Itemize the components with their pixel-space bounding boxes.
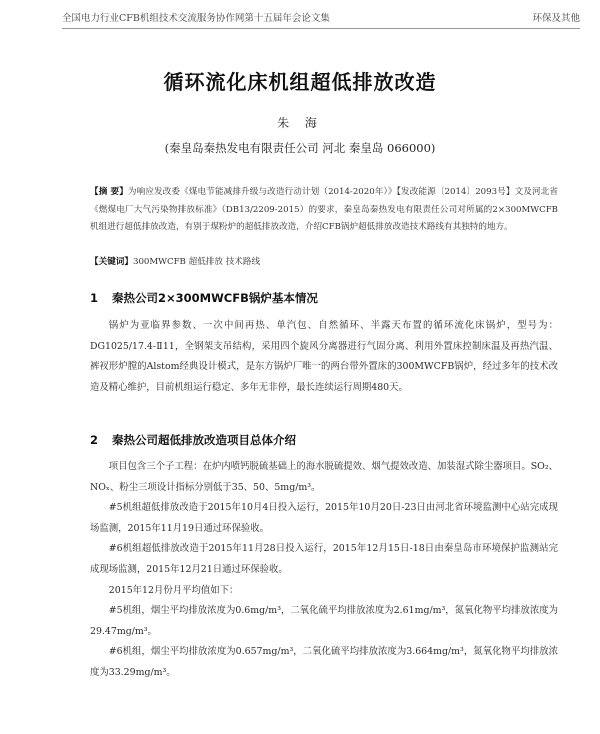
section-2-number: 2 — [90, 433, 99, 447]
keywords-text: 300MWCFB 超低排放 技术路线 — [132, 257, 261, 267]
section-2-paragraph-2: #5机组超低排放改造于2015年10月4日投入运行，2015年10月20日-23日由河北省环境监测中心站完成现场监测，2015年11月19日通过环保验收。 — [90, 502, 558, 534]
section-2-paragraph-6: #6机组，烟尘平均排放浓度为0.657mg/m³，二氧化硫平均排放浓度为3.664mg/m³，氮氧化物平均排放浓度为33.29mg/m³。 — [90, 646, 558, 678]
section-1-number: 1 — [90, 291, 99, 305]
running-header — [62, 10, 580, 29]
section-2-paragraph-3: #6机组超低排放改造于2015年11月28日投入运行，2015年12月15日-18日由秦皇岛市环境保护监测站完成现场监测，2015年12月21日通过环保验收。 — [90, 543, 558, 575]
author: 朱 海 — [277, 116, 323, 130]
abstract-text: 为响应发改委《煤电节能减排升级与改造行动计划（2014-2020年）》【发改能源〔2014〕2093号】文及河北省《燃煤电厂大气污染物排放标准》（DB13/2209-2015）的要求，秦皇岛秦热发电有限责任公司对所属的2×300MWCFB机组进行超低排放改造，有别于煤粉炉的超低排放改造，介绍CFB锅炉超低排放改造技术路线有其独特的地方。 — [90, 187, 558, 232]
section-2-title: 秦热公司超低排放改造项目总体介绍 — [112, 433, 296, 447]
section-1-body — [90, 316, 558, 398]
section-1-title: 秦热公司2×300MWCFB锅炉基本情况 — [112, 291, 318, 305]
section-2-paragraph-4: 2015年12月份月平均值如下： — [108, 584, 239, 596]
section-1-heading — [90, 290, 318, 306]
paper-title: 循环流化床机组超低排放改造 — [163, 70, 437, 94]
header-section-name: 环保及其他 — [532, 13, 580, 24]
section-2-paragraph-1: 项目包含三个子工程：在炉内喷钙脱硫基础上的海水脱硫提效、烟气提效改造、加装湿式除尘器项目。SO₂、NOₓ、粉尘三项设计指标分别低于35、50、5mg/m³。 — [90, 461, 558, 493]
abstract-label: 【摘 要】 — [90, 187, 128, 197]
section-2-heading — [90, 432, 296, 448]
header-proceedings-title: 全国电力行业CFB机组技术交流服务协作网第十五届年会论文集 — [62, 13, 330, 24]
section-1-paragraph: 锅炉为亚临界参数、一次中间再热、单汽包、自然循环、半露天布置的循环流化床锅炉，型号为：DG1025/17.4-Ⅱ11，全钢架支吊结构，采用四个旋风分离器进行气固分离、利用外置床控制床温及再热汽温、裤衩形炉膛的Alstom经典设计模式，是东方锅炉厂唯一的两台带外置床的300MWCFB锅炉，经过多年的技术改造及精心维护，目前机组运行稳定、多年无非停，最长连续运行周期480天。 — [90, 320, 558, 393]
keywords-label: 【关键词】 — [90, 257, 133, 267]
keywords — [90, 255, 558, 267]
affiliation: (秦皇岛秦热发电有限责任公司 河北 秦皇岛 066000) — [164, 141, 436, 155]
abstract — [90, 184, 558, 237]
section-2-body — [90, 457, 558, 684]
section-2-paragraph-5: #5机组，烟尘平均排放浓度为0.6mg/m³，二氧化硫平均排放浓度为2.61mg/m³，氮氧化物平均排放浓度为29.47mg/m³。 — [90, 605, 558, 637]
